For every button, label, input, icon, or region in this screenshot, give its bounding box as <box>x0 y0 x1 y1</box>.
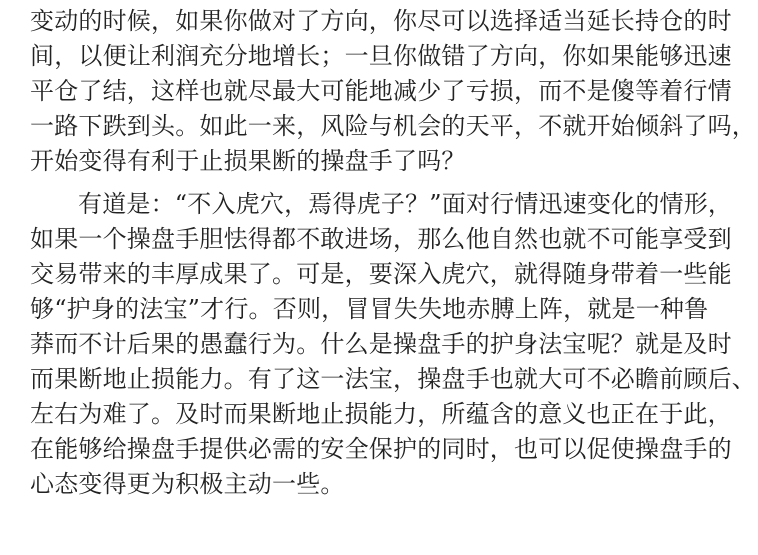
paragraph-2-line-7: 左右为难了。及时而果断地止损能力，所蕴含的意义也正在于此， <box>30 400 732 428</box>
paragraph-2-line-1: 有道是：“不入虎穴，焉得虎子？”面对行情迅速变化的情形， <box>78 190 733 218</box>
paragraph-2-line-9: 心态变得更为积极主动一些。 <box>30 470 345 498</box>
paragraph-2-line-5: 莽而不计后果的愚蠢行为。什么是操盘手的护身法宝呢？就是及时 <box>30 330 732 358</box>
paragraph-1-line-1: 变动的时候，如果你做对了方向，你尽可以选择适当延长持仓的时 <box>30 7 732 35</box>
paragraph-1-line-2: 间，以便让利润充分地增长；一旦你做错了方向，你如果能够迅速 <box>30 42 732 70</box>
paragraph-2-line-2: 如果一个操盘手胆怯得都不敢进场，那么他自然也就不可能享受到 <box>30 225 732 253</box>
paragraph-1-line-3: 平仓了结，这样也就尽最大可能地减少了亏损，而不是傻等着行情 <box>30 77 732 105</box>
paragraph-2-line-4: 够“护身的法宝”才行。否则，冒冒失失地赤膊上阵，就是一种鲁 <box>30 295 709 323</box>
paragraph-1-line-5: 开始变得有利于止损果断的操盘手了吗？ <box>30 147 466 175</box>
paragraph-2-line-8: 在能够给操盘手提供必需的安全保护的同时，也可以促使操盘手的 <box>30 435 732 463</box>
paragraph-2-line-6: 而果断地止损能力。有了这一法宝，操盘手也就大可不必瞻前顾后、 <box>30 365 756 393</box>
paragraph-2-line-3: 交易带来的丰厚成果了。可是，要深入虎穴，就得随身带着一些能 <box>30 260 732 288</box>
paragraph-1-line-4: 一路下跌到头。如此一来，风险与机会的天平，不就开始倾斜了吗， <box>30 112 756 140</box>
